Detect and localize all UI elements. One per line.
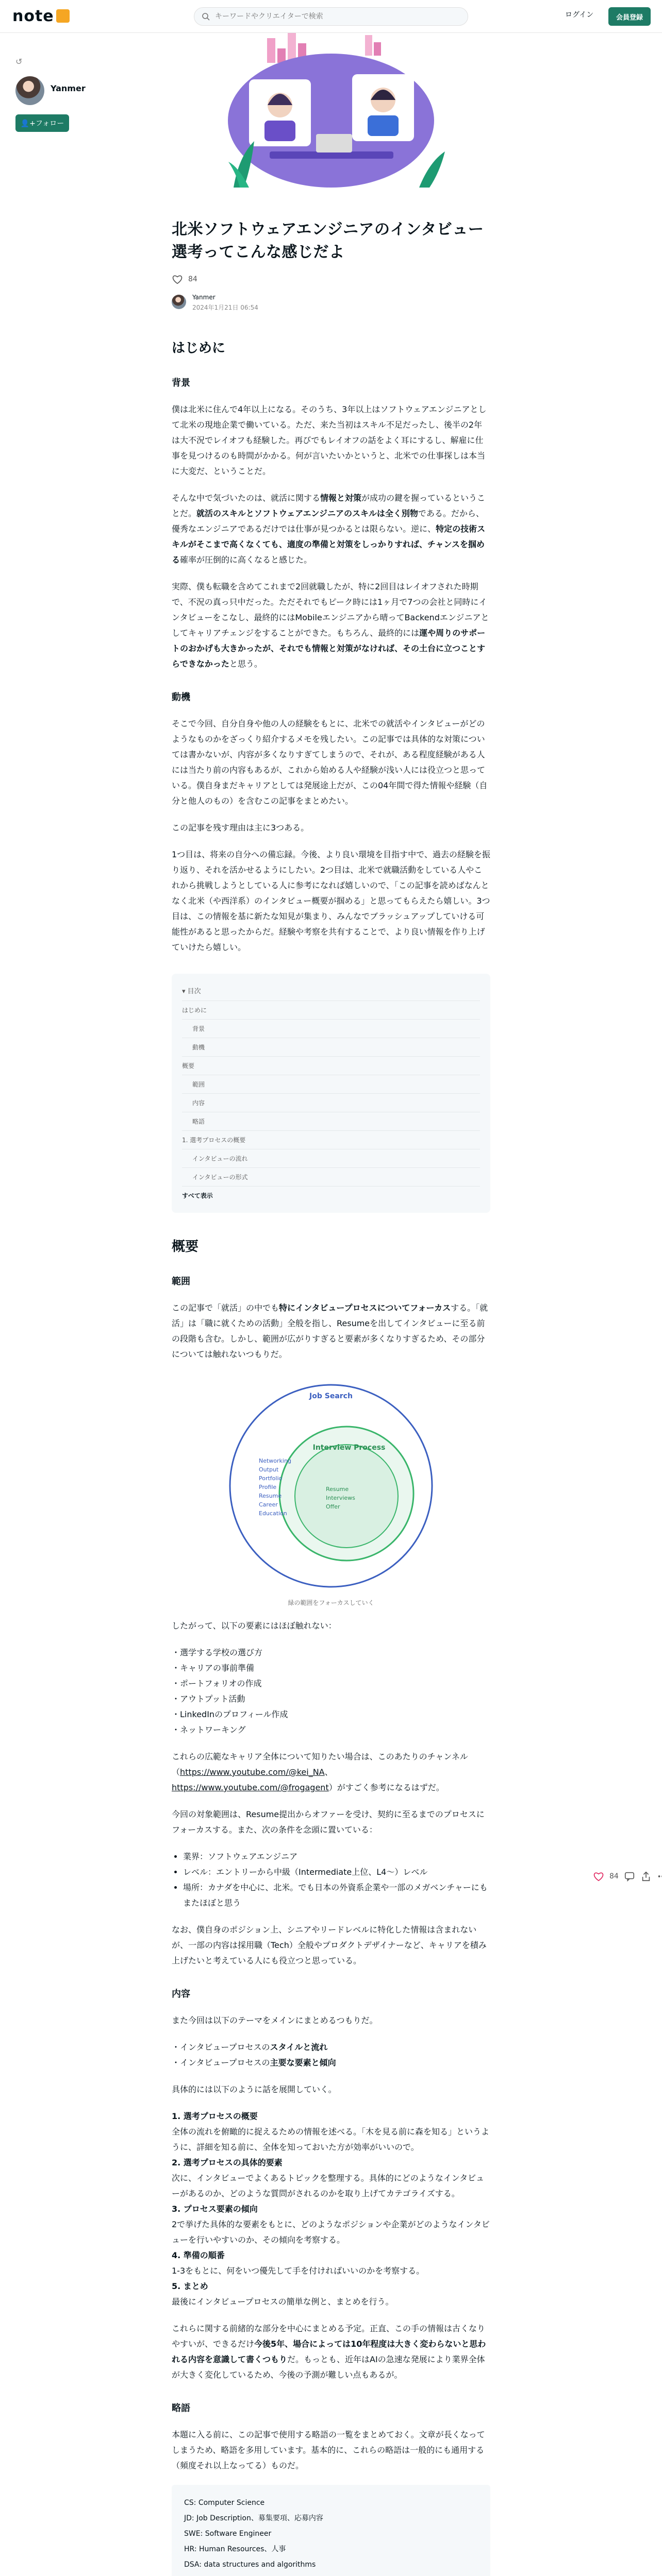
- heart-icon[interactable]: [593, 1871, 604, 1882]
- scope-diagram-svg: [223, 1378, 439, 1594]
- toc-item[interactable]: はじめに: [182, 1001, 480, 1019]
- more-icon[interactable]: [657, 1871, 662, 1882]
- creator-avatar[interactable]: [15, 76, 44, 105]
- outer-item: Education: [259, 1510, 287, 1517]
- figure-caption: 緑の範囲をフォーカスしていく: [288, 1599, 374, 1606]
- paragraph: この記事を残す理由は主に3つある。: [172, 823, 309, 833]
- abbreviation-item: HR: Human Resources、人事: [184, 2545, 286, 2553]
- outer-item: Portfolio: [259, 1475, 283, 1482]
- excluded-list: [172, 1645, 490, 1738]
- outer-item: Networking: [259, 1458, 291, 1464]
- inner-item: Resume: [326, 1486, 349, 1493]
- floating-like-count: 84: [609, 1872, 619, 1880]
- list-item: 2で挙げた具体的な要素をもとに、どのようなポジションや企業がどのようなインタビューを行いやすいのか、その傾向を考察する。: [172, 2219, 490, 2245]
- like-count: 84: [188, 275, 197, 283]
- paragraph: したがって、以下の要素にはほぼ触れない：: [172, 1621, 337, 1631]
- list-item: 最後にインタビュープロセスの簡単な例と、まとめを行う。: [172, 2297, 394, 2307]
- abbreviation-item: JD: Job Description、募集要項、応募内容: [184, 2514, 323, 2522]
- list-item: 4. 準備の順番: [172, 2250, 225, 2260]
- list-item: 全体の流れを俯瞰的に捉えるための情報を述べる。「木を見る前に森を知る」というように、詳細を知る前に、全体を知っておいた方が効率がいいので。: [172, 2127, 490, 2152]
- theme-list: [172, 2040, 490, 2071]
- list-item: 1. 選考プロセスの概要: [172, 2111, 258, 2121]
- follow-label: フォロー: [35, 120, 64, 128]
- paragraph: 今回の対象範囲は、Resume提出からオファーを受け、契約に至るまでのプロセスにフォーカスする。また、次の条件を念頭に置いている：: [172, 1809, 485, 1835]
- search-input[interactable]: [215, 8, 462, 25]
- paragraph: また今回は以下のテーマをメインにまとめるつもりだ。: [172, 2015, 378, 2025]
- list-item: 1-3をもとに、何をいつ優先して手を付ければいいのかを考察する。: [172, 2266, 425, 2276]
- paragraph: この記事で「就活」の中でも特にインタビュープロセスについてフォーカスする。「就活」は「職に就くための活動」全般を指し、Resumeを出してインタビューに至る前の段階も含む。しかし、範囲が広がりすぎると要素が多くなりすぎるため、その部分については触れないつもりだ。: [172, 1303, 488, 1359]
- like-row: [172, 274, 490, 284]
- abbreviation-item: SWE: Software Engineer: [184, 2530, 272, 2538]
- list-item: • 業界：ソフトウェアエンジニア: [183, 1849, 490, 1865]
- inner-label: Interview Process: [312, 1444, 386, 1452]
- author-name[interactable]: Yanmer: [192, 294, 216, 301]
- abbreviation-box: [172, 2485, 490, 2576]
- heading-content: 内容: [172, 1989, 190, 1999]
- login-link[interactable]: ログイン: [565, 11, 594, 19]
- paragraph: 1つ目は、将来の自分への備忘録。今後、より良い環境を目指す中で、過去の経験を振り返り、それを活かせるようにしたい。2つ目は、北米で就職活動をしている人やこれから挑戦しようとしている人に参考になれば嬉しいので、「この記事を読めばなんとなく北米（や西洋系）のインタビュー概要が掴める」と思ってもらえたら嬉しい。3つ目は、この情報を基に新たな知見が集まり、みんなでブラッシュアップしていける可能性があると思ったからだ。経験や考察を共有することで、より良い情報を作り上げていけたら嬉しい。: [172, 850, 490, 952]
- toc-item[interactable]: 範囲: [182, 1075, 480, 1093]
- list-item: ・インタビュープロセスの主要な要素と傾向: [172, 2058, 336, 2067]
- brand-mark-icon: [56, 9, 70, 23]
- note-logo[interactable]: note: [12, 7, 70, 25]
- abbreviation-item: CS: Computer Science: [184, 2499, 265, 2507]
- publish-date: 2024年1月21日 06:54: [192, 304, 258, 311]
- toc-show-all[interactable]: すべて表示: [182, 1186, 480, 1205]
- paragraph: なお、僕自身のポジション上、シニアやリードレベルに特化した情報は含まれないが、一部の内容は採用職（Tech）全般やプロダクトデザイナーなど、キャリアを積み上げたいと考えている人にも役立つと思っている。: [172, 1925, 487, 1965]
- scope-diagram: [172, 1378, 490, 1607]
- list-item: 5. まとめ: [172, 2281, 208, 2291]
- comment-icon[interactable]: [624, 1871, 635, 1882]
- heading-motive: 動機: [172, 692, 190, 703]
- abbreviation-item: [184, 2572, 478, 2576]
- paragraph: そんな中で気づいたのは、就活に関する情報と対策が成功の鍵を握っているということだ。就活のスキルとソフトウェアエンジニアのスキルは全く別物である。だから、優秀なエンジニアであるだけでは仕事が見つかるとは限らない。逆に、特定の技術スキルがそこまで高くなくても、適度の準備と対策をしっかりすれば、チャンスを掴める確率が圧倒的に高くなると感じた。: [172, 493, 486, 565]
- heading-overview: 概要: [172, 1239, 199, 1255]
- outer-item: Career: [259, 1501, 278, 1508]
- paragraph: 僕は北米に住んで4年以上になる。そのうち、3年以上はソフトウェアエンジニアとして北米の現地企業で働いている。ただ、来た当初はスキル不足だったし、後半の2年は大不況でレイオフも経験した。再びでもレイオフの話をよく耳にするし、解雇に仕事を見つけるのも時間がかかる。何が言いたいかというと、北米での仕事探しは本当に大変だ、ということだ。: [172, 404, 487, 476]
- toc-title[interactable]: ▾ 目次: [182, 988, 201, 995]
- list-item: • レベル：エントリーから中級（Intermediate上位、L4〜）レベル: [183, 1865, 490, 1880]
- site-header: [0, 0, 662, 33]
- youtube-link[interactable]: https://www.youtube.com/@frogagent: [172, 1783, 329, 1792]
- list-item: ・選学する学校の選び方: [172, 1648, 263, 1657]
- search-icon: [202, 12, 210, 21]
- share-icon[interactable]: [640, 1871, 652, 1882]
- heart-icon[interactable]: [172, 274, 183, 285]
- toc-item[interactable]: 略語: [182, 1112, 480, 1130]
- table-of-contents: [172, 974, 490, 1213]
- toc-item[interactable]: インタビューの形式: [182, 1167, 480, 1186]
- list-item: ・インタビュープロセスのスタイルと流れ: [172, 2042, 328, 2052]
- paragraph: これらの広範なキャリア全体について知りたい場合は、このあたりのチャンネル（https://www.youtube.com/@kei_NA、https://www.youtube.com/@frogagent）がすごく参考になるはずだ。: [172, 1752, 468, 1792]
- list-item: ・ポートフォリオの作成: [172, 1679, 262, 1688]
- inner-item: Offer: [326, 1503, 340, 1510]
- outer-item: Output: [259, 1466, 279, 1473]
- list-item: 3. プロセス要素の傾向: [172, 2204, 258, 2214]
- list-item: 次に、インタビューでよくあるトピックを整理する。具体的にどのようなインタビューがあるのか、どのような質問がされるのかを取り上げてカテゴライズする。: [172, 2173, 485, 2198]
- paragraph: 本題に入る前に、この記事で使用する略語の一覧をまとめておく。文章が長くなってしまうため、略語を多用しています。基本的に、これらの略語は一般的にも通用する（頻度それ以上なってる）ものだ。: [172, 2430, 485, 2470]
- inner-item: Interviews: [326, 1495, 355, 1501]
- abbreviation-item: DSA: data structures and algorithms: [184, 2561, 316, 2569]
- article-body: [172, 33, 490, 2576]
- article-meta: [172, 294, 490, 314]
- outer-label: Job Search: [309, 1392, 353, 1400]
- outline-list: [172, 2109, 490, 2310]
- creator-name[interactable]: Yanmer: [51, 83, 86, 93]
- paragraph: そこで今回、自分自身や他の人の経験をもとに、北米での就活やインタビューがどのようなものかをざっくり紹介するメモを残したい。この記事では具体的な対策については書かないが、内容が多くなりすぎてしまうので、それが、ある程度経験がある人には当たり前の内容もあるが、これから始める人や経験が浅い人には役立つと思っている。僕自身まだキャリアとしては発展途上だが、この04年間で得た情報や経験（自分と他人のもの）を含むこの記事をまとめたい。: [172, 719, 488, 806]
- list-item: ・キャリアの事前準備: [172, 1663, 255, 1673]
- toc-item[interactable]: 概要: [182, 1056, 480, 1075]
- paragraph: これらに関する前緒的な部分を中心にまとめる予定。正直、この手の情報は古くなりやすいが、できるだけ今後5年、場合によっては10年程度は大きく変わらないと思われる内容を意識して書くつもりだ。もっとも、近年はAIの急速な発展により業界全体が大きく変化しているため、今後の予測が難しい点もあるが。: [172, 2324, 486, 2380]
- toc-item[interactable]: 動機: [182, 1038, 480, 1056]
- toc-item[interactable]: 背景: [182, 1019, 480, 1038]
- heading-abbreviations: 略語: [172, 2403, 190, 2414]
- list-item: ・アウトプット活動: [172, 1694, 245, 1704]
- condition-list: [172, 1849, 490, 1911]
- follow-button[interactable]: [15, 114, 69, 132]
- list-item: • 場所：カナダを中心に、北米。でも日本の外資系企業や一部のメガベンチャーにもまたほぼと思う: [183, 1880, 490, 1911]
- search-box[interactable]: [194, 7, 468, 26]
- toc-item[interactable]: 内容: [182, 1093, 480, 1112]
- floating-action-bar: [593, 1869, 662, 1884]
- list-item: 2. 選考プロセスの具体的要素: [172, 2158, 283, 2167]
- toc-item[interactable]: 1. 選考プロセスの概要: [182, 1130, 480, 1149]
- person-add-icon: 👤+: [20, 120, 36, 128]
- toc-item[interactable]: インタビューの流れ: [182, 1149, 480, 1167]
- heading-scope: 範囲: [172, 1276, 190, 1287]
- paragraph: 具体的には以下のように話を展開していく。: [172, 2084, 337, 2094]
- list-item: ・ネットワーキング: [172, 1725, 246, 1735]
- outer-item: Resume: [259, 1493, 282, 1499]
- paragraph: 実際、僕も転職を含めてこれまで2回就職したが、特に2回目はレイオフされた時期で、不況の真っ只中だった。ただそれでもピーク時には1ヶ月で7つの会社と同時にインタビューをこなし、最終的にはMobileエンジニアから晴ってBackendエンジニアとしてキャリアチェンジをすることができた。もちろん、最終的には運や周りのサポートのおかげも大きかったが、それでも情報と対策がなければ、その土台に立つことすらできなかったと思う。: [172, 582, 489, 669]
- article-title: 北米ソフトウェアエンジニアのインタビュー選考ってこんな感じだよ: [172, 221, 484, 261]
- outer-item: Profile: [259, 1484, 277, 1490]
- heading-background: 背景: [172, 378, 190, 388]
- heading-intro: はじめに: [172, 341, 226, 356]
- hero-illustration: [172, 33, 490, 198]
- signup-button[interactable]: 会員登録: [608, 7, 651, 26]
- list-item: ・LinkedInのプロフィール作成: [172, 1709, 288, 1719]
- back-arrow-icon[interactable]: ↺: [15, 57, 23, 66]
- youtube-link[interactable]: https://www.youtube.com/@kei_NA: [180, 1767, 325, 1777]
- author-avatar[interactable]: [172, 295, 186, 309]
